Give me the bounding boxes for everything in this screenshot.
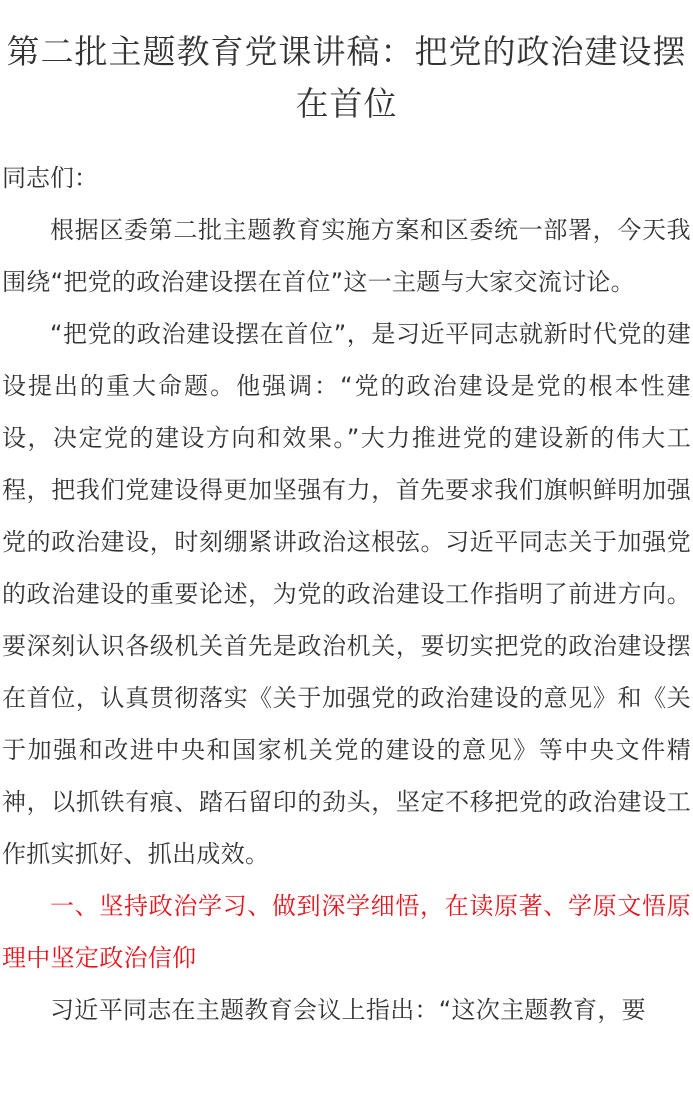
paragraph-intro: 根据区委第二批主题教育实施方案和区委统一部署，今天我围绕“把党的政治建设摆在首位”这一主题与大家交流讨论。 <box>2 216 691 296</box>
paragraph-main: “把党的政治建设摆在首位”，是习近平同志就新时代党的建设提出的重大命题。他强调：“党的政治建设是党的根本性建设，决定党的建设方向和效果。”大力推进党的建设新的伟大工程，把我们党建设得更加坚强有力，首先要求我们旗帜鲜明加强党的政治建设，时刻绷紧讲政治这根弦。习近平同志关于加强党的政治建设的重要论述，为党的政治建设工作指明了前进方向。要深刻认识各级机关首先是政治机关，要切实把党的政治建设摆在首位，认真贯彻落实《关于加强党的政治建设的意见》和《关于加强和改进中央和国家机关党的建设的意见》等中央文件精神，以抓铁有痕、踏石留印的劲头，坚定不移把党的政治建设工作抓实抓好、抓出成效。 <box>2 320 691 868</box>
article-body <box>2 152 691 1036</box>
salutation: 同志们： <box>2 164 98 192</box>
section-paragraph: 习近平同志在主题教育会议上指出：“这次主题教育，要 <box>50 996 646 1024</box>
section-heading: 一、坚持政治学习、做到深学细悟，在读原著、学原文悟原理中坚定政治信仰 <box>2 892 691 972</box>
article-title: 第二批主题教育党课讲稿：把党的政治建设摆在首位 <box>6 32 687 123</box>
